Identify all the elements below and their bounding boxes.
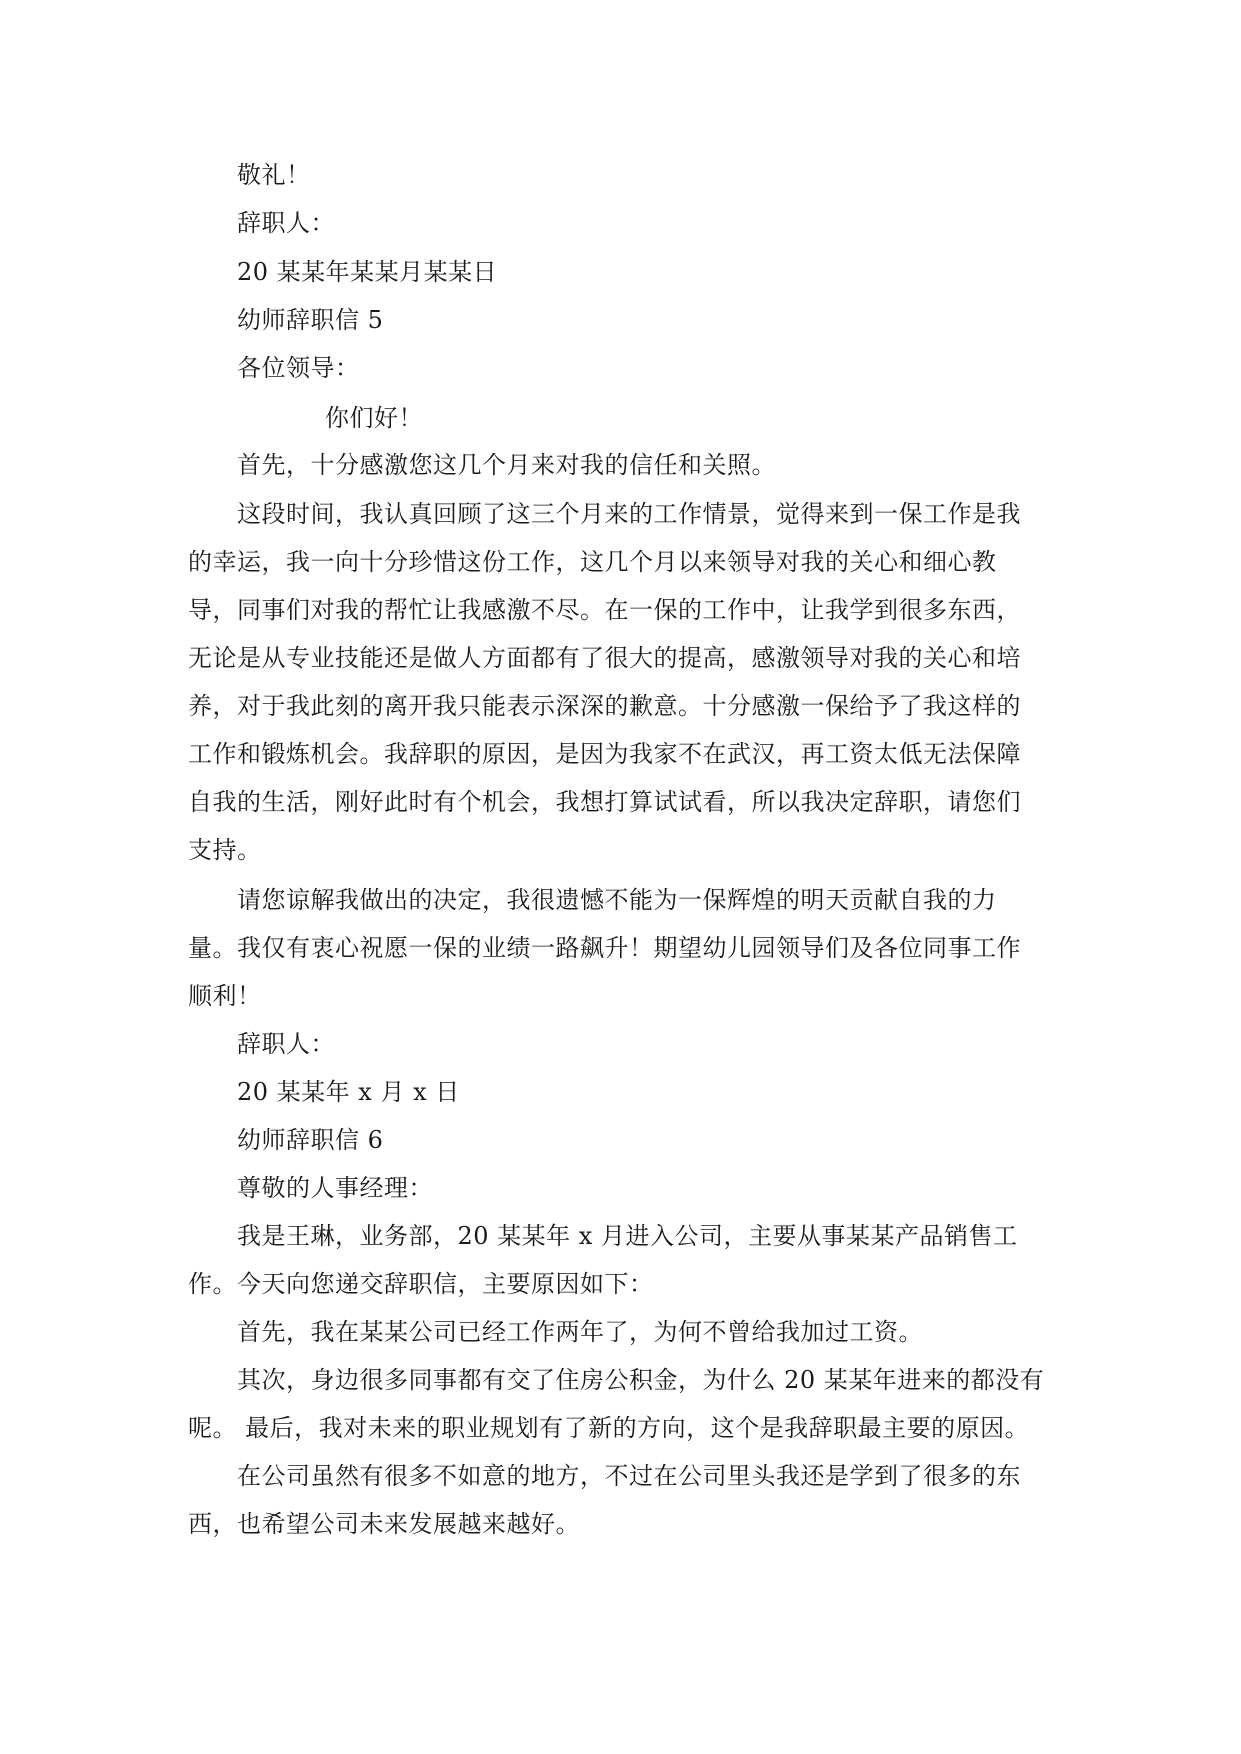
paragraph-line: 量。我仅有衷心祝愿一保的业绩一路飙升！期望幼儿园领导们及各位同事工作 bbox=[188, 934, 1021, 962]
paragraph-line: 在公司虽然有很多不如意的地方，不过在公司里头我还是学到了很多的东 bbox=[237, 1462, 1021, 1490]
paragraph-line: 自我的生活，刚好此时有个机会，我想打算试试看，所以我决定辞职，请您们 bbox=[188, 788, 1021, 816]
date-line: 20 某某年 x 月 x 日 bbox=[237, 1078, 460, 1106]
paragraph-line: 首先，十分感激您这几个月来对我的信任和关照。 bbox=[237, 451, 776, 479]
paragraph-line: 养，对于我此刻的离开我只能表示深深的歉意。十分感激一保给予了我这样的 bbox=[188, 692, 1021, 720]
paragraph-line: 请您谅解我做出的决定，我很遗憾不能为一保辉煌的明天贡献自我的力 bbox=[237, 886, 997, 914]
letter-heading-5: 幼师辞职信 5 bbox=[237, 306, 384, 334]
salutation: 尊敬的人事经理： bbox=[237, 1174, 433, 1202]
greeting: 你们好！ bbox=[325, 404, 423, 432]
paragraph-line: 这段时间，我认真回顾了这三个月来的工作情景，觉得来到一保工作是我 bbox=[237, 500, 1021, 528]
signature-label: 辞职人： bbox=[237, 209, 335, 237]
paragraph-line: 导，同事们对我的帮忙让我感激不尽。在一保的工作中，让我学到很多东西， bbox=[188, 596, 1021, 624]
paragraph-line: 顺利！ bbox=[188, 982, 262, 1010]
paragraph-line: 的幸运，我一向十分珍惜这份工作，这几个月以来领导对我的关心和细心教 bbox=[188, 548, 997, 576]
paragraph-line: 作。今天向您递交辞职信，主要原因如下： bbox=[188, 1270, 654, 1298]
closing-salute: 敬礼！ bbox=[237, 161, 311, 189]
letter-heading-6: 幼师辞职信 6 bbox=[237, 1126, 384, 1154]
paragraph-line: 无论是从专业技能还是做人方面都有了很大的提高，感激领导对我的关心和培 bbox=[188, 644, 1021, 672]
date-line: 20 某某年某某月某某日 bbox=[237, 258, 498, 286]
signature-label: 辞职人： bbox=[237, 1030, 335, 1058]
paragraph-line: 我是王琳，业务部，20 某某年 x 月进入公司，主要从事某某产品销售工 bbox=[237, 1222, 1018, 1250]
paragraph-line: 支持。 bbox=[188, 836, 262, 864]
paragraph-line: 呢。 最后，我对未来的职业规划有了新的方向，这个是我辞职最主要的原因。 bbox=[188, 1414, 1030, 1442]
paragraph-line: 工作和锻炼机会。我辞职的原因，是因为我家不在武汉，再工资太低无法保障 bbox=[188, 740, 1021, 768]
salutation: 各位领导： bbox=[237, 354, 360, 382]
paragraph-line: 其次，身边很多同事都有交了住房公积金，为什么 20 某某年进来的都没有 bbox=[237, 1366, 1045, 1394]
paragraph-line: 首先，我在某某公司已经工作两年了，为何不曾给我加过工资。 bbox=[237, 1318, 923, 1346]
paragraph-line: 西，也希望公司未来发展越来越好。 bbox=[188, 1510, 580, 1538]
